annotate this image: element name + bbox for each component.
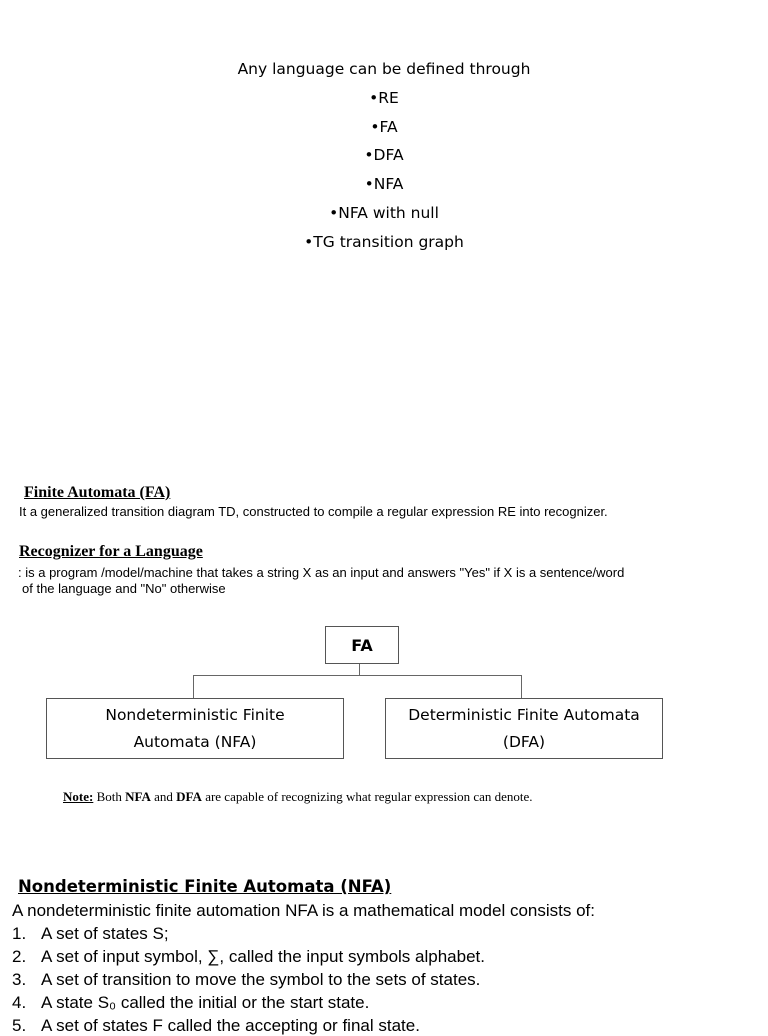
fa-heading: Finite Automata (FA) xyxy=(24,484,171,501)
fa-description: It a generalized transition diagram TD, constructed to compile a regular expression RE into recognizer. xyxy=(19,504,608,519)
diagram-dfa-line1: Deterministic Finite Automata xyxy=(408,705,640,724)
list-item: 2. A set of input symbol, ∑, called the input symbols alphabet. xyxy=(12,947,485,966)
intro-lead: Any language can be defined through xyxy=(237,60,531,78)
note-text-3: are capable of recognizing what regular expression can denote. xyxy=(201,789,533,804)
note-text-2: and xyxy=(150,789,177,804)
recognizer-description-line2: of the language and "No" otherwise xyxy=(22,581,226,596)
note-text-1: Both xyxy=(93,789,126,804)
list-item: 1. A set of states S; xyxy=(12,924,169,943)
list-item: 3. A set of transition to move the symbol to the sets of states. xyxy=(12,970,481,989)
list-item: 4. A state S₀ called the initial or the start state. xyxy=(12,993,370,1012)
intro-item-re: •RE xyxy=(369,88,399,107)
intro-item-dfa: •DFA xyxy=(364,146,404,165)
diagram-dfa-line2: (DFA) xyxy=(502,732,546,751)
diagram-box-dfa xyxy=(385,698,663,759)
diagram-box-fa: FA xyxy=(325,626,399,664)
intro-item-nfa: •NFA xyxy=(364,175,404,194)
diagram-box-nfa xyxy=(46,698,344,759)
intro-block xyxy=(0,55,768,257)
nfa-heading: Nondeterministic Finite Automata (NFA) xyxy=(18,877,392,896)
list-item: 5. A set of states F called the accepting or final state. xyxy=(12,1016,420,1035)
nfa-intro: A nondeterministic finite automation NFA is a mathematical model consists of: xyxy=(12,901,595,920)
intro-item-fa: •FA xyxy=(370,117,398,136)
diagram-nfa-line1: Nondeterministic Finite xyxy=(105,705,285,724)
note-nfa: NFA xyxy=(125,789,151,804)
intro-item-tg: •TG transition graph xyxy=(304,232,464,251)
connector-vertical-left xyxy=(193,675,194,698)
connector-horizontal xyxy=(193,675,522,676)
diagram-nfa-line2: Automata (NFA) xyxy=(133,732,257,751)
connector-vertical-root xyxy=(359,664,360,675)
intro-item-nfa-null: •NFA with null xyxy=(329,203,439,222)
recognizer-description-line1: : is a program /model/machine that takes a string X as an input and answers "Yes" if X is a sentence/word xyxy=(18,565,625,580)
connector-vertical-right xyxy=(521,675,522,698)
note-dfa: DFA xyxy=(176,789,202,804)
recognizer-heading: Recognizer for a Language xyxy=(19,543,203,560)
note-label: Note: xyxy=(63,789,94,804)
note xyxy=(63,789,533,805)
